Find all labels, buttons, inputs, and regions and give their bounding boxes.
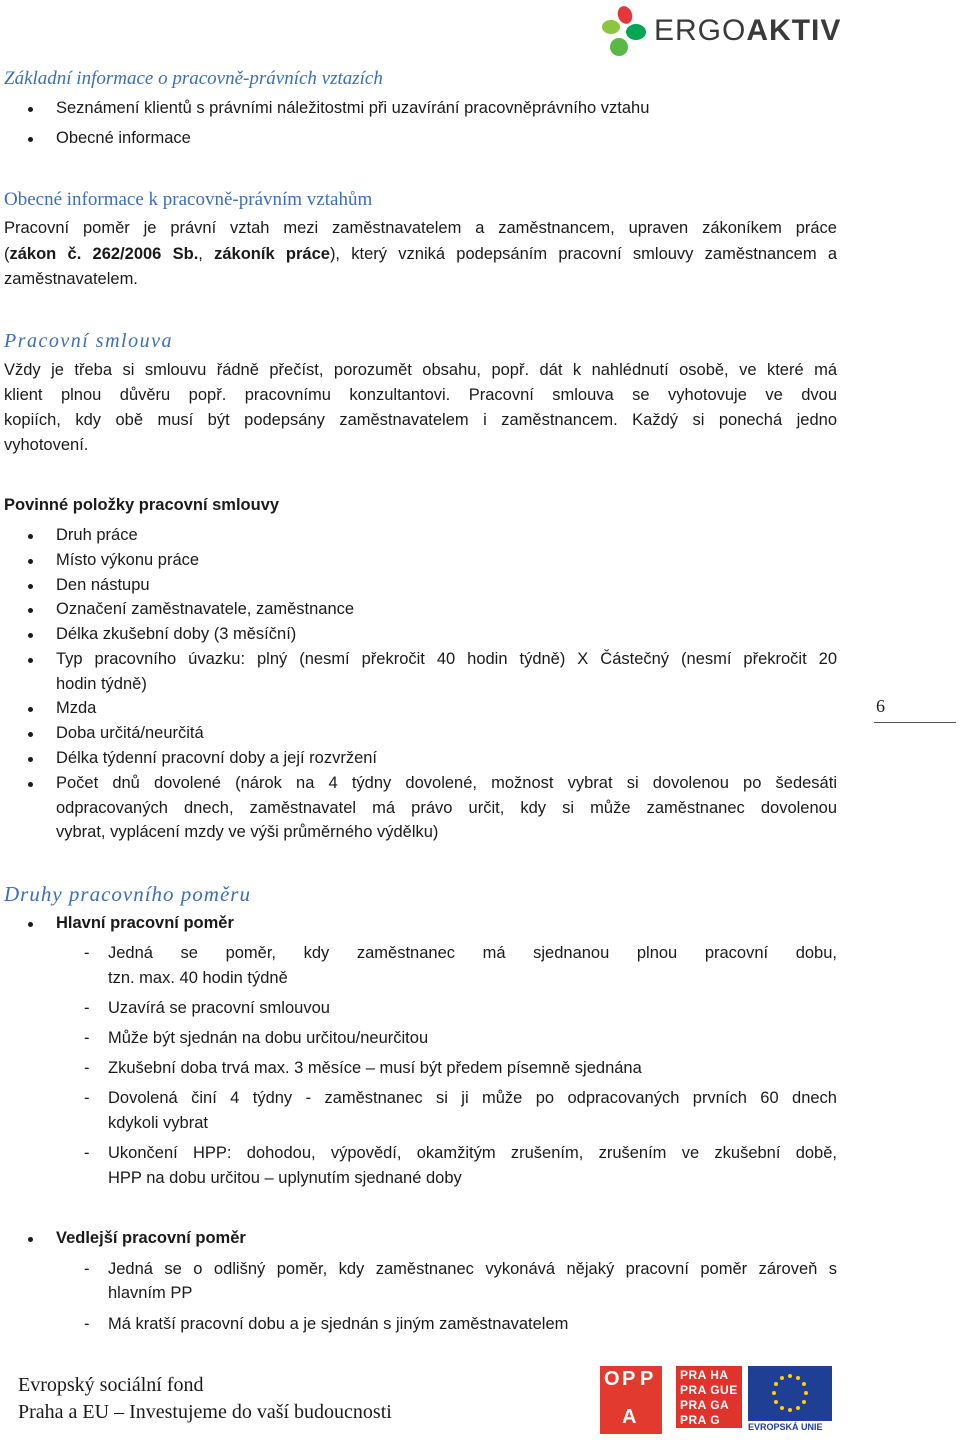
ergoaktiv-logo: [596, 6, 842, 62]
mandatory-item: Počet dnů dovolené (nárok na 4 týdny dovolené, možnost vybrat si dovolenou po šedesáti: [56, 774, 837, 792]
praha-logo: PRA HA PRA GUE PRA GA PRA G: [676, 1366, 742, 1428]
bullet-icon: [28, 608, 33, 613]
section3-heading: Pracovní smlouva: [4, 330, 173, 352]
mandatory-item-continuation: vybrat, vyplácení mzdy ve výši průměrného výdělku): [56, 823, 439, 841]
section3-line-4: vyhotovení.: [4, 436, 89, 454]
main-employment-line: Uzavírá se pracovní smlouvou: [108, 999, 330, 1017]
main-employment-line: tzn. max. 40 hodin týdně: [108, 969, 288, 987]
logo-leaf-midgreen: [610, 38, 628, 56]
dash-icon: -: [84, 1144, 90, 1162]
logo-text: ERGOAKTIV: [654, 14, 842, 47]
bullet-icon: [28, 658, 33, 663]
section2-paragraph-line-1: Pracovní poměr je právní vztah mezi zaměstnavatelem a zaměstnancem, upraven zákoníkem práce: [4, 219, 837, 237]
section3-line-2: klient plnou důvěru popř. pracovnímu konzultantovi. Pracovní smlouva se vyhotovuje ve dvou: [4, 386, 837, 404]
bullet-icon: [28, 107, 33, 112]
mandatory-item: Druh práce: [56, 526, 138, 544]
section4-heading: Povinné položky pracovní smlouvy: [4, 496, 280, 514]
bullet-icon: [28, 922, 33, 927]
dash-icon: -: [84, 999, 90, 1017]
mandatory-item: Typ pracovního úvazku: plný (nesmí překročit 40 hodin týdně) X Částečný (nesmí překročit 20: [56, 650, 837, 668]
section1-bullet-2: Obecné informace: [56, 129, 191, 147]
section5-heading: Druhy pracovního poměru: [4, 882, 251, 906]
mandatory-item: Doba určitá/neurčitá: [56, 724, 204, 742]
main-employment-label: Hlavní pracovní poměr: [56, 914, 234, 932]
section2-paragraph-line-3: zaměstnavatelem.: [4, 270, 138, 288]
main-employment-line: Zkušební doba trvá max. 3 měsíce – musí být předem písemně sjednána: [108, 1059, 642, 1077]
eu-flag-icon: [748, 1366, 832, 1421]
footer-line-2: Praha a EU – Investujeme do vaší budoucnosti: [18, 1401, 392, 1423]
main-employment-line: Ukončení HPP: dohodou, výpovědí, okamžitým zrušením, zrušením ve zkušební době,: [108, 1144, 837, 1162]
main-employment-line: Jedná se poměr, kdy zaměstnanec má sjednanou plnou pracovní dobu,: [108, 944, 837, 962]
dash-icon: -: [84, 1089, 90, 1107]
mandatory-item: Délka zkušební doby (3 měsíční): [56, 625, 297, 643]
mandatory-item-continuation: odpracovaných dnech, zaměstnavatel má právo určit, kdy si může zaměstnanec dovolenou: [56, 799, 837, 817]
section1-heading: Základní informace o pracovně-právních vztazích: [4, 68, 383, 89]
dash-icon: -: [84, 1260, 90, 1278]
logo-leaf-green: [626, 24, 646, 40]
bullet-icon: [28, 782, 33, 787]
bullet-icon: [28, 584, 33, 589]
secondary-employment-line: Má kratší pracovní dobu a je sjednán s jiným zaměstnavatelem: [108, 1315, 569, 1333]
main-employment-line: Může být sjednán na dobu určitou/neurčitou: [108, 1029, 429, 1047]
secondary-employment-line: hlavním PP: [108, 1284, 193, 1302]
main-employment-line: kdykoli vybrat: [108, 1114, 208, 1132]
bullet-icon: [28, 757, 33, 762]
mandatory-item: Označení zaměstnavatele, zaměstnance: [56, 600, 355, 618]
bullet-icon: [28, 732, 33, 737]
mandatory-item: Místo výkonu práce: [56, 551, 200, 569]
mandatory-item-continuation: hodin týdně): [56, 675, 147, 693]
section3-line-3: kopiích, kdy obě musí být podepsány zaměstnavatelem i zaměstnancem. Každý si ponechá jedno: [4, 411, 837, 429]
bullet-icon: [28, 534, 33, 539]
section2-heading: Obecné informace k pracovně-právním vztahům: [4, 189, 373, 210]
bullet-icon: [28, 1237, 33, 1242]
bullet-icon: [28, 707, 33, 712]
dash-icon: -: [84, 944, 90, 962]
main-employment-line: Dovolená činí 4 týdny - zaměstnanec si ji může po odpracovaných prvních 60 dnech: [108, 1089, 837, 1107]
secondary-employment-label: Vedlejší pracovní poměr: [56, 1229, 246, 1247]
mandatory-item: Mzda: [56, 699, 97, 717]
bullet-icon: [28, 559, 33, 564]
eu-label: EVROPSKÁ UNIE: [748, 1422, 823, 1432]
main-employment-line: HPP na dobu určitou – uplynutím sjednané doby: [108, 1169, 462, 1187]
mandatory-item: Den nástupu: [56, 576, 150, 594]
bullet-icon: [28, 137, 33, 142]
section2-paragraph-line-2: (zákon č. 262/2006 Sb., zákoník práce), který vzniká podepsáním pracovní smlouvy zaměstnancem a: [4, 245, 837, 263]
footer-line-1: Evropský sociální fond: [18, 1374, 204, 1396]
section1-bullet-1: Seznámení klientů s právními náležitostmi při uzavírání pracovněprávního vztahu: [56, 99, 650, 117]
opp-logo: O P P A: [600, 1366, 662, 1434]
mandatory-item: Délka týdenní pracovní doby a její rozvržení: [56, 749, 378, 767]
dash-icon: -: [84, 1315, 90, 1333]
page-number-rule: [874, 722, 956, 723]
dash-icon: -: [84, 1059, 90, 1077]
secondary-employment-line: Jedná se o odlišný poměr, kdy zaměstnanec vykonává nějaký pracovní poměr zároveň s: [108, 1260, 837, 1278]
dash-icon: -: [84, 1029, 90, 1047]
bullet-icon: [28, 633, 33, 638]
logo-leaf-lightgreen: [602, 20, 620, 34]
section3-line-1: Vždy je třeba si smlouvu řádně přečíst, porozumět obsahu, popř. dát k nahlédnutí osobě, ve které má: [4, 361, 837, 379]
page-number: 6: [876, 696, 885, 716]
